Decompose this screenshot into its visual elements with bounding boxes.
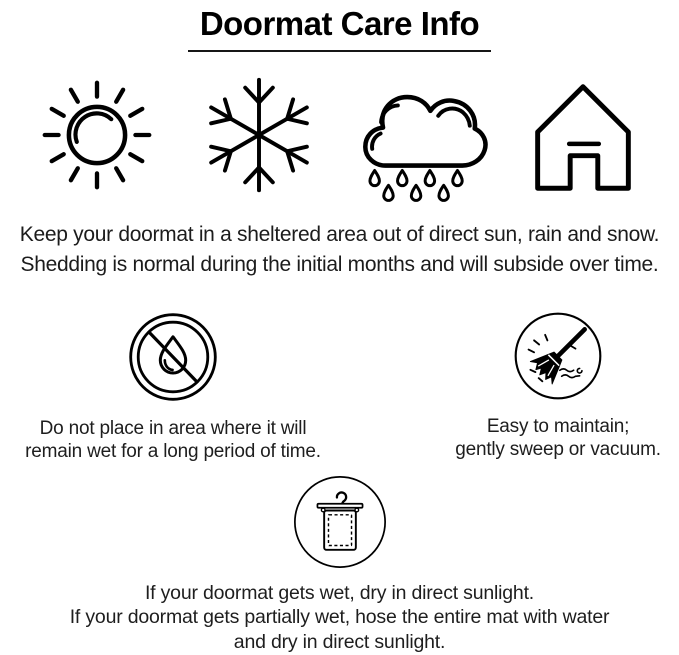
sun-icon [28,66,166,204]
broom-icon [512,310,604,402]
sweep-caption [403,415,679,462]
no-water-tip [0,310,358,464]
drying-instructions [0,474,679,655]
no-water-icon [126,310,220,404]
no-water-caption [0,417,358,464]
rain-cloud-icon [352,66,490,204]
title-wrap [0,0,679,52]
intro-line-2: Shedding is normal during the initial months and will subside over time. [20,252,659,276]
drying-caption [0,581,679,655]
intro-line-1: Keep your doormat in a sheltered area out of direct sun, rain and snow. [19,223,660,246]
no-water-caption-line-2: remain wet for a long period of time. [25,441,321,463]
drying-line-1: If your doormat gets wet, dry in direct sunlight. [144,581,535,604]
snowflake-icon [190,66,328,204]
page-title: Doormat Care Info [188,5,491,52]
drying-line-3: and dry in direct sunlight. [233,630,446,653]
no-water-caption-line-1: Do not place in area where it will [39,417,307,439]
hanging-mat-icon [292,474,388,570]
weather-icon-row [0,65,679,205]
sweep-caption-line-1: Easy to maintain; [486,415,630,437]
care-intro-text [0,220,679,280]
drying-line-2: If your doormat gets partially wet, hose the entire mat with water [69,606,610,629]
house-icon [514,66,652,204]
sweep-tip [403,310,679,462]
sweep-caption-line-2: gently sweep or vacuum. [455,439,661,461]
tips-row [0,310,679,466]
